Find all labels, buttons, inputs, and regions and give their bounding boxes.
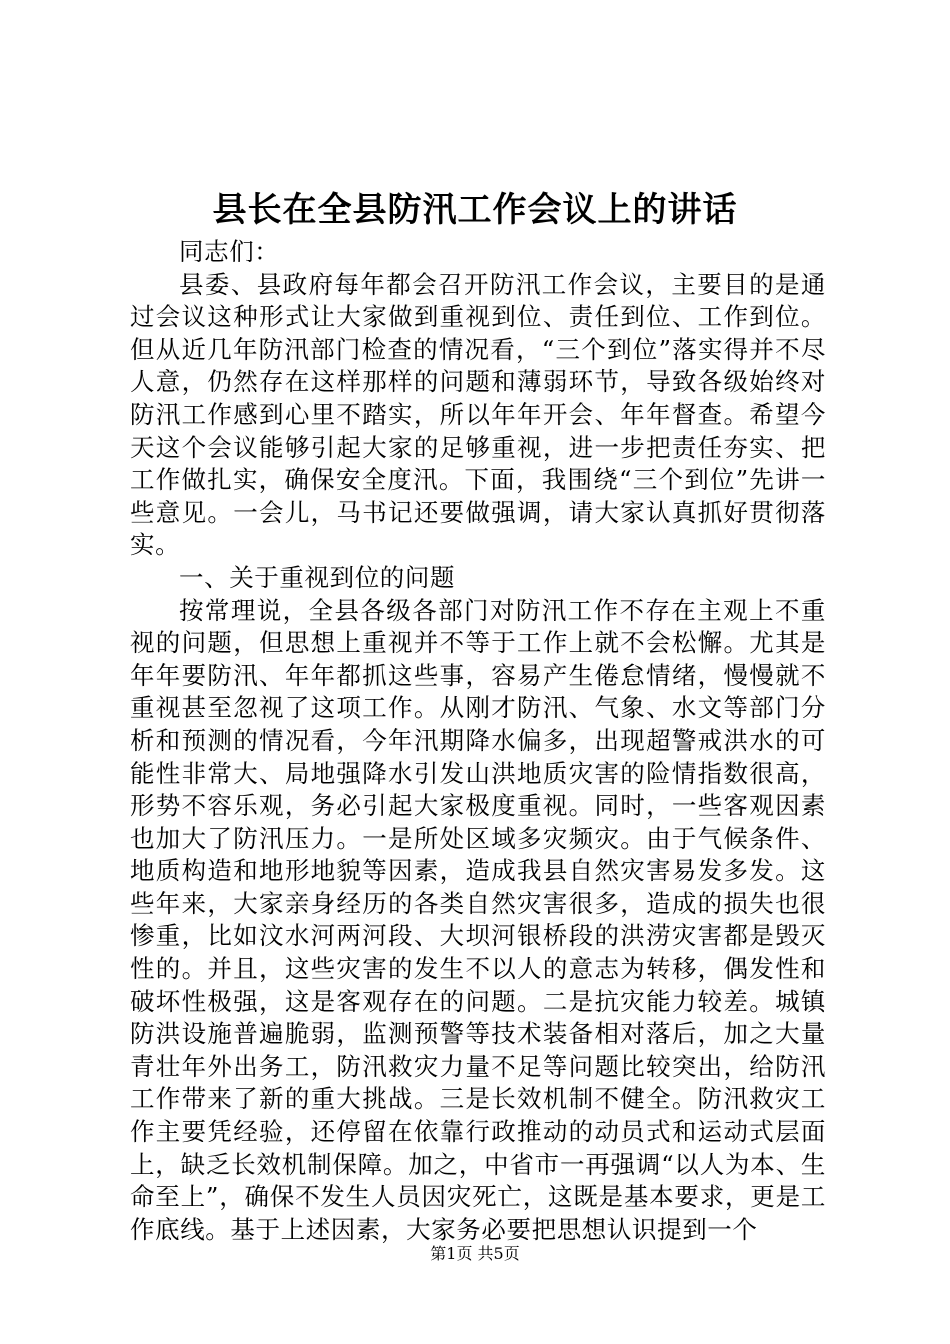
intro-paragraph: 县委、县政府每年都会召开防汛工作会议，主要目的是通过会议这种形式让大家做到重视到位、责任到位、工作到位。但从近几年防汛部门检查的情况看，“三个到位”落实得并不尽人意，仍然存在这样那样的问题和薄弱环节，导致各级始终对防汛工作感到心里不踏实，所以年年开会、年年督查。希望今天这个会议能够引起大家的足够重视，进一步把责任夯实、把工作做扎实，确保安全度汛。下面，我围绕“三个到位”先讲一些意见。一会儿，马书记还要做强调，请大家认真抓好贯彻落实。 bbox=[130, 269, 826, 560]
document-title: 县长在全县防汛工作会议上的讲话 bbox=[212, 190, 738, 230]
salutation-paragraph: 同志们： bbox=[179, 237, 280, 266]
section-heading: 一、关于重视到位的问题 bbox=[179, 562, 456, 592]
body-paragraph: 按常理说，全县各级各部门对防汛工作不存在主观上不重视的问题，但思想上重视并不等于工作上就不会松懈。尤其是年年要防汛、年年都抓这些事，容易产生倦怠情绪，慢慢就不重视甚至忽视了这项工作。从刚才防汛、气象、水文等部门分析和预测的情况看，今年汛期降水偏多，出现超警戒洪水的可能性非常大、局地强降水引发山洪地质灾害的险情指数很高，形势不容乐观，务必引起大家极度重视。同时，一些客观因素也加大了防汛压力。一是所处区域多灾频灾。由于气候条件、地质构造和地形地貌等因素，造成我县自然灾害易发多发。这些年来，大家亲身经历的各类自然灾害很多，造成的损失也很惨重，比如汶水河两河段、大坝河银桥段的洪涝灾害都是毁灭性的。并且，这些灾害的发生不以人的意志为转移，偶发性和破坏性极强，这是客观存在的问题。二是抗灾能力较差。城镇防洪设施普遍脆弱，监测预警等技术装备相对落后，加之大量青壮年外出务工，防汛救灾力量不足等问题比较突出，给防汛工作带来了新的重大挑战。三是长效机制不健全。防汛救灾工作主要凭经验，还停留在依靠行政推动的动员式和运动式层面上，缺乏长效机制保障。加之，中省市一再强调“以人为本、生命至上”，确保不发生人员因灾死亡，这既是基本要求，更是工作底线。基于上述因素，大家务必要把思想认识提到一个 bbox=[130, 595, 826, 1244]
page-footer: 第1页 共5页 bbox=[430, 1244, 520, 1263]
document-body bbox=[130, 236, 826, 1246]
